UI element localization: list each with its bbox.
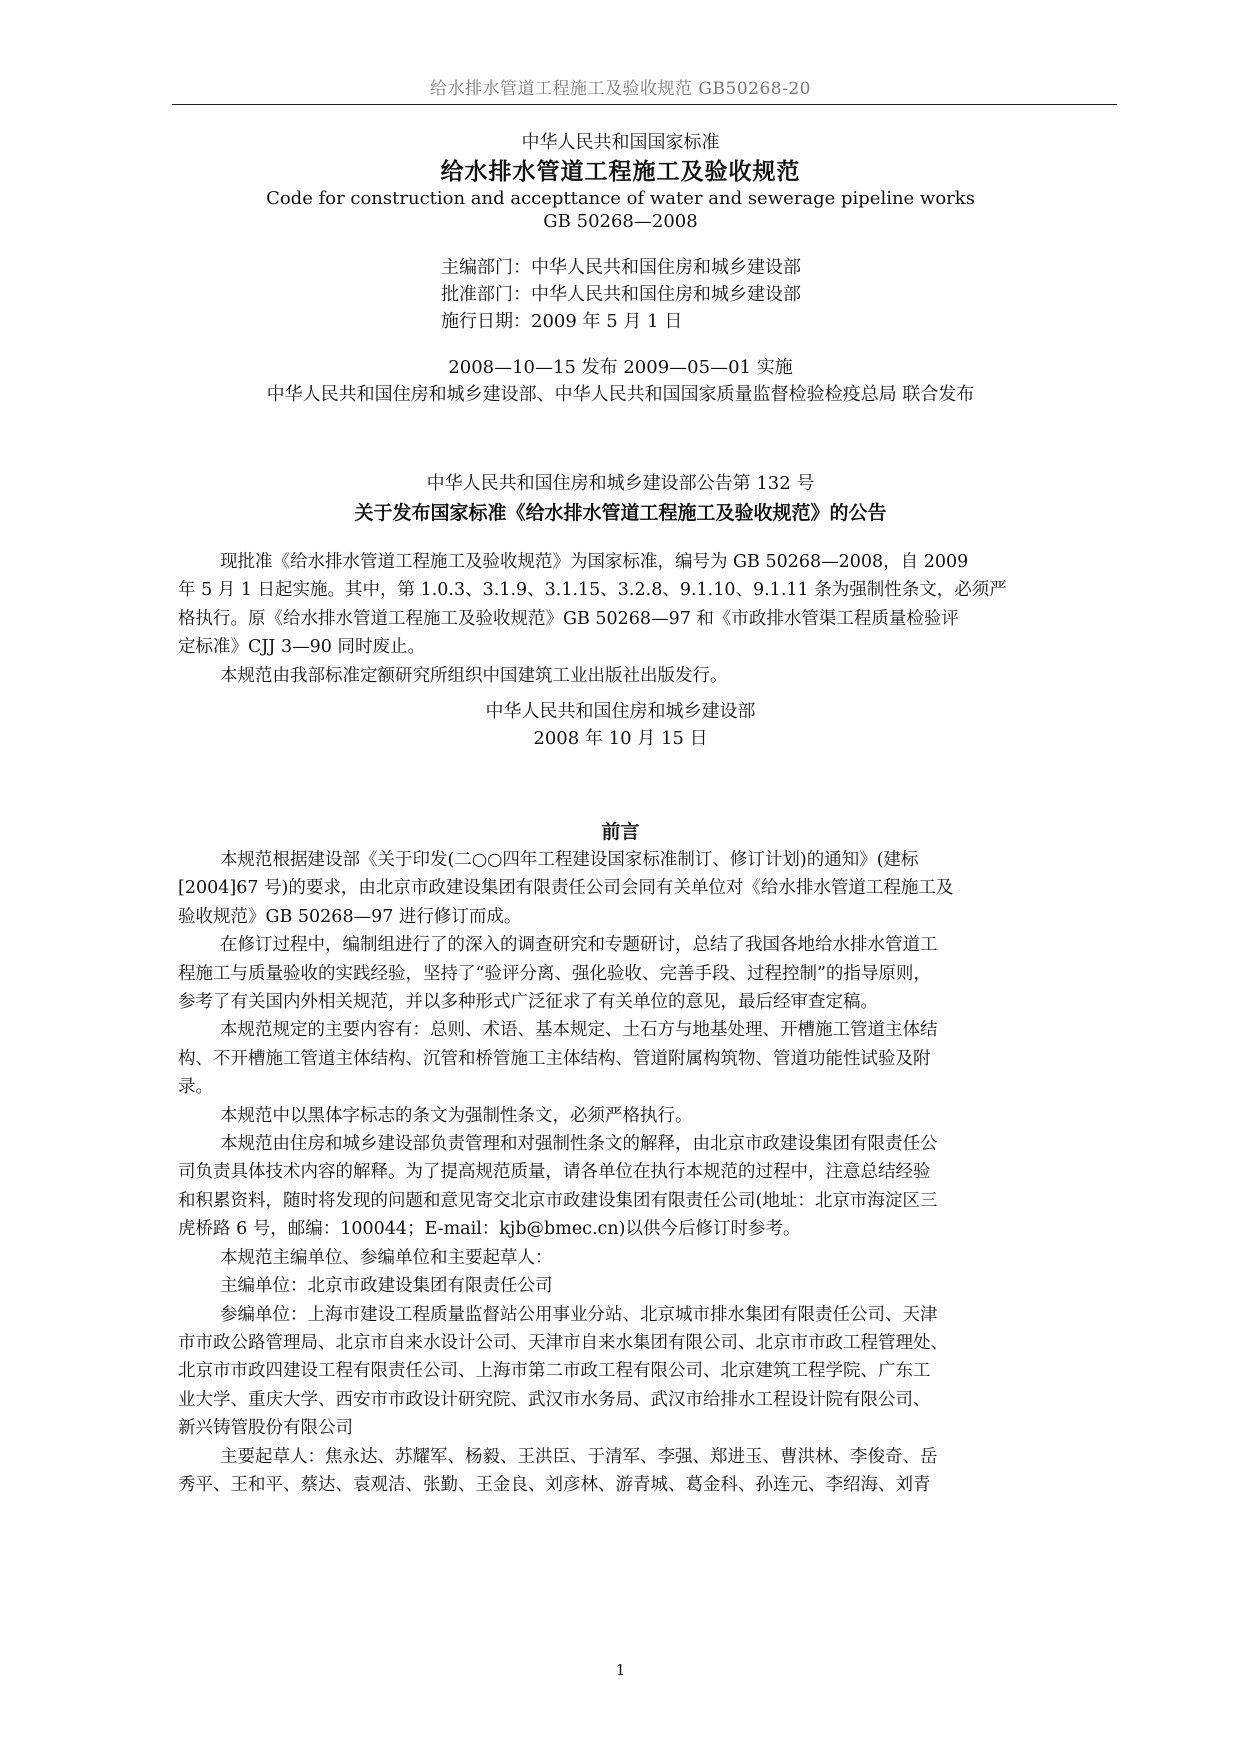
text-line: 主要起草人：焦永达、苏耀军、杨毅、王洪臣、于清军、李强、郑进玉、曹洪林、李俊奇、岳 bbox=[220, 1446, 938, 1467]
announcement-date: 2008 年 10 月 15 日 bbox=[533, 728, 708, 749]
page-number: 1 bbox=[615, 1661, 626, 1679]
publish-dates: 2008—10—15 发布 2009—05—01 实施 bbox=[448, 357, 793, 378]
text-line: 虎桥路 6 号，邮编：100044；E-mail：kjb@bmec.cn)以供今后修订时参考。 bbox=[178, 1219, 801, 1240]
text-line: 在修订过程中，编制组进行了的深入的调查研究和专题研讨，总结了我国各地给水排水管道工 bbox=[220, 935, 938, 956]
text-line: 定标准》CJJ 3—90 同时废止。 bbox=[178, 637, 425, 658]
text-line: 现批准《给水排水管道工程施工及验收规范》为国家标准，编号为 GB 50268—2008，自 2009 bbox=[220, 552, 969, 572]
text-line: 本规范规定的主要内容有：总则、术语、基本规定、土石方与地基处理、开槽施工管道主体结 bbox=[220, 1020, 938, 1041]
approval-dept: 批准部门：中华人民共和国住房和城乡建设部 bbox=[441, 284, 801, 305]
text-line: 秀平、王和平、蔡达、袁观洁、张勤、王金良、刘彦林、游青城、葛金科、孙连元、李绍海、刘青 bbox=[178, 1474, 931, 1495]
text-line: 格执行。原《给水排水管道工程施工及验收规范》GB 50268—97 和《市政排水管渠工程质量检验评 bbox=[178, 608, 959, 629]
effective-date: 施行日期：2009 年 5 月 1 日 bbox=[441, 311, 683, 332]
text-line: [2004]67 号)的要求，由北京市政建设集团有限责任公司会同有关单位对《给水排水管道工程施工及 bbox=[178, 878, 954, 899]
header-rule bbox=[172, 104, 1117, 105]
text-line: 北京市市政四建设工程有限责任公司、上海市第二市政工程有限公司、北京建筑工程学院、广东工 bbox=[178, 1361, 931, 1382]
preface-body bbox=[178, 846, 1109, 1499]
text-line: 本规范根据建设部《关于印发(二○○四年工程建设国家标准制订、修订计划)的通知》(建标 bbox=[220, 850, 919, 870]
text-line: 和积累资料，随时将发现的问题和意见寄交北京市政建设集团有限责任公司(地址：北京市海淀区三 bbox=[178, 1190, 938, 1211]
announcement-signature: 中华人民共和国住房和城乡建设部 bbox=[485, 701, 756, 722]
standard-issuer: 中华人民共和国国家标准 bbox=[521, 132, 720, 153]
running-header: 给水排水管道工程施工及验收规范 GB50268-20 bbox=[430, 79, 811, 99]
text-line: 参考了有关国内外相关规范，并以多种形式广泛征求了有关单位的意见，最后经审查定稿。 bbox=[178, 992, 878, 1013]
page-title: 给水排水管道工程施工及验收规范 bbox=[440, 158, 801, 185]
text-line: 主编单位：北京市政建设集团有限责任公司 bbox=[220, 1276, 553, 1297]
announcement-title: 关于发布国家标准《给水排水管道工程施工及验收规范》的公告 bbox=[354, 502, 887, 524]
joint-publishers: 中华人民共和国住房和城乡建设部、中华人民共和国国家质量监督检验检疫总局 联合发布 bbox=[266, 384, 975, 405]
text-line: 司负责具体技术内容的解释。为了提高规范质量，请各单位在执行本规范的过程中，注意总结经验 bbox=[178, 1162, 931, 1183]
text-line: 新兴铸管股份有限公司 bbox=[178, 1418, 353, 1439]
text-line: 本规范由住房和城乡建设部负责管理和对强制性条文的解释，由北京市政建设集团有限责任公 bbox=[220, 1134, 938, 1155]
standard-code: GB 50268—2008 bbox=[543, 211, 698, 232]
announcement-number: 中华人民共和国住房和城乡建设部公告第 132 号 bbox=[426, 473, 815, 494]
text-line: 程施工与质量验收的实践经验，坚持了“验评分离、强化验收、完善手段、过程控制”的指导原则， bbox=[178, 963, 931, 984]
announcement-paragraph bbox=[178, 548, 1109, 690]
text-line: 本规范中以黑体字标志的条文为强制性条文，必须严格执行。 bbox=[220, 1105, 693, 1126]
text-line: 构、不开槽施工管道主体结构、沉管和桥管施工主体结构、管道附属构筑物、管道功能性试验及附 bbox=[178, 1048, 931, 1069]
text-line: 业大学、重庆大学、西安市市政设计研究院、武汉市水务局、武汉市给排水工程设计院有限公司、 bbox=[178, 1389, 931, 1410]
text-line: 验收规范》GB 50268—97 进行修订而成。 bbox=[178, 906, 522, 927]
text-line: 参编单位：上海市建设工程质量监督站公用事业分站、北京城市排水集团有限责任公司、天津 bbox=[220, 1304, 938, 1325]
text-line: 录。 bbox=[178, 1077, 213, 1098]
english-title: Code for construction and accepttance of water and sewerage pipeline works bbox=[266, 188, 975, 209]
editor-dept: 主编部门：中华人民共和国住房和城乡建设部 bbox=[441, 257, 801, 278]
text-line: 本规范由我部标准定额研究所组织中国建筑工业出版社出版发行。 bbox=[220, 665, 728, 686]
preface-title: 前言 bbox=[601, 821, 640, 843]
text-line: 市市政公路管理局、北京市自来水设计公司、天津市自来水集团有限公司、北京市市政工程管理处、 bbox=[178, 1332, 948, 1353]
text-line: 本规范主编单位、参编单位和主要起草人： bbox=[220, 1247, 553, 1268]
text-line: 年 5 月 1 日起实施。其中，第 1.0.3、3.1.9、3.1.15、3.2.8、9.1.10、9.1.11 条为强制性条文，必须严 bbox=[178, 580, 1007, 601]
